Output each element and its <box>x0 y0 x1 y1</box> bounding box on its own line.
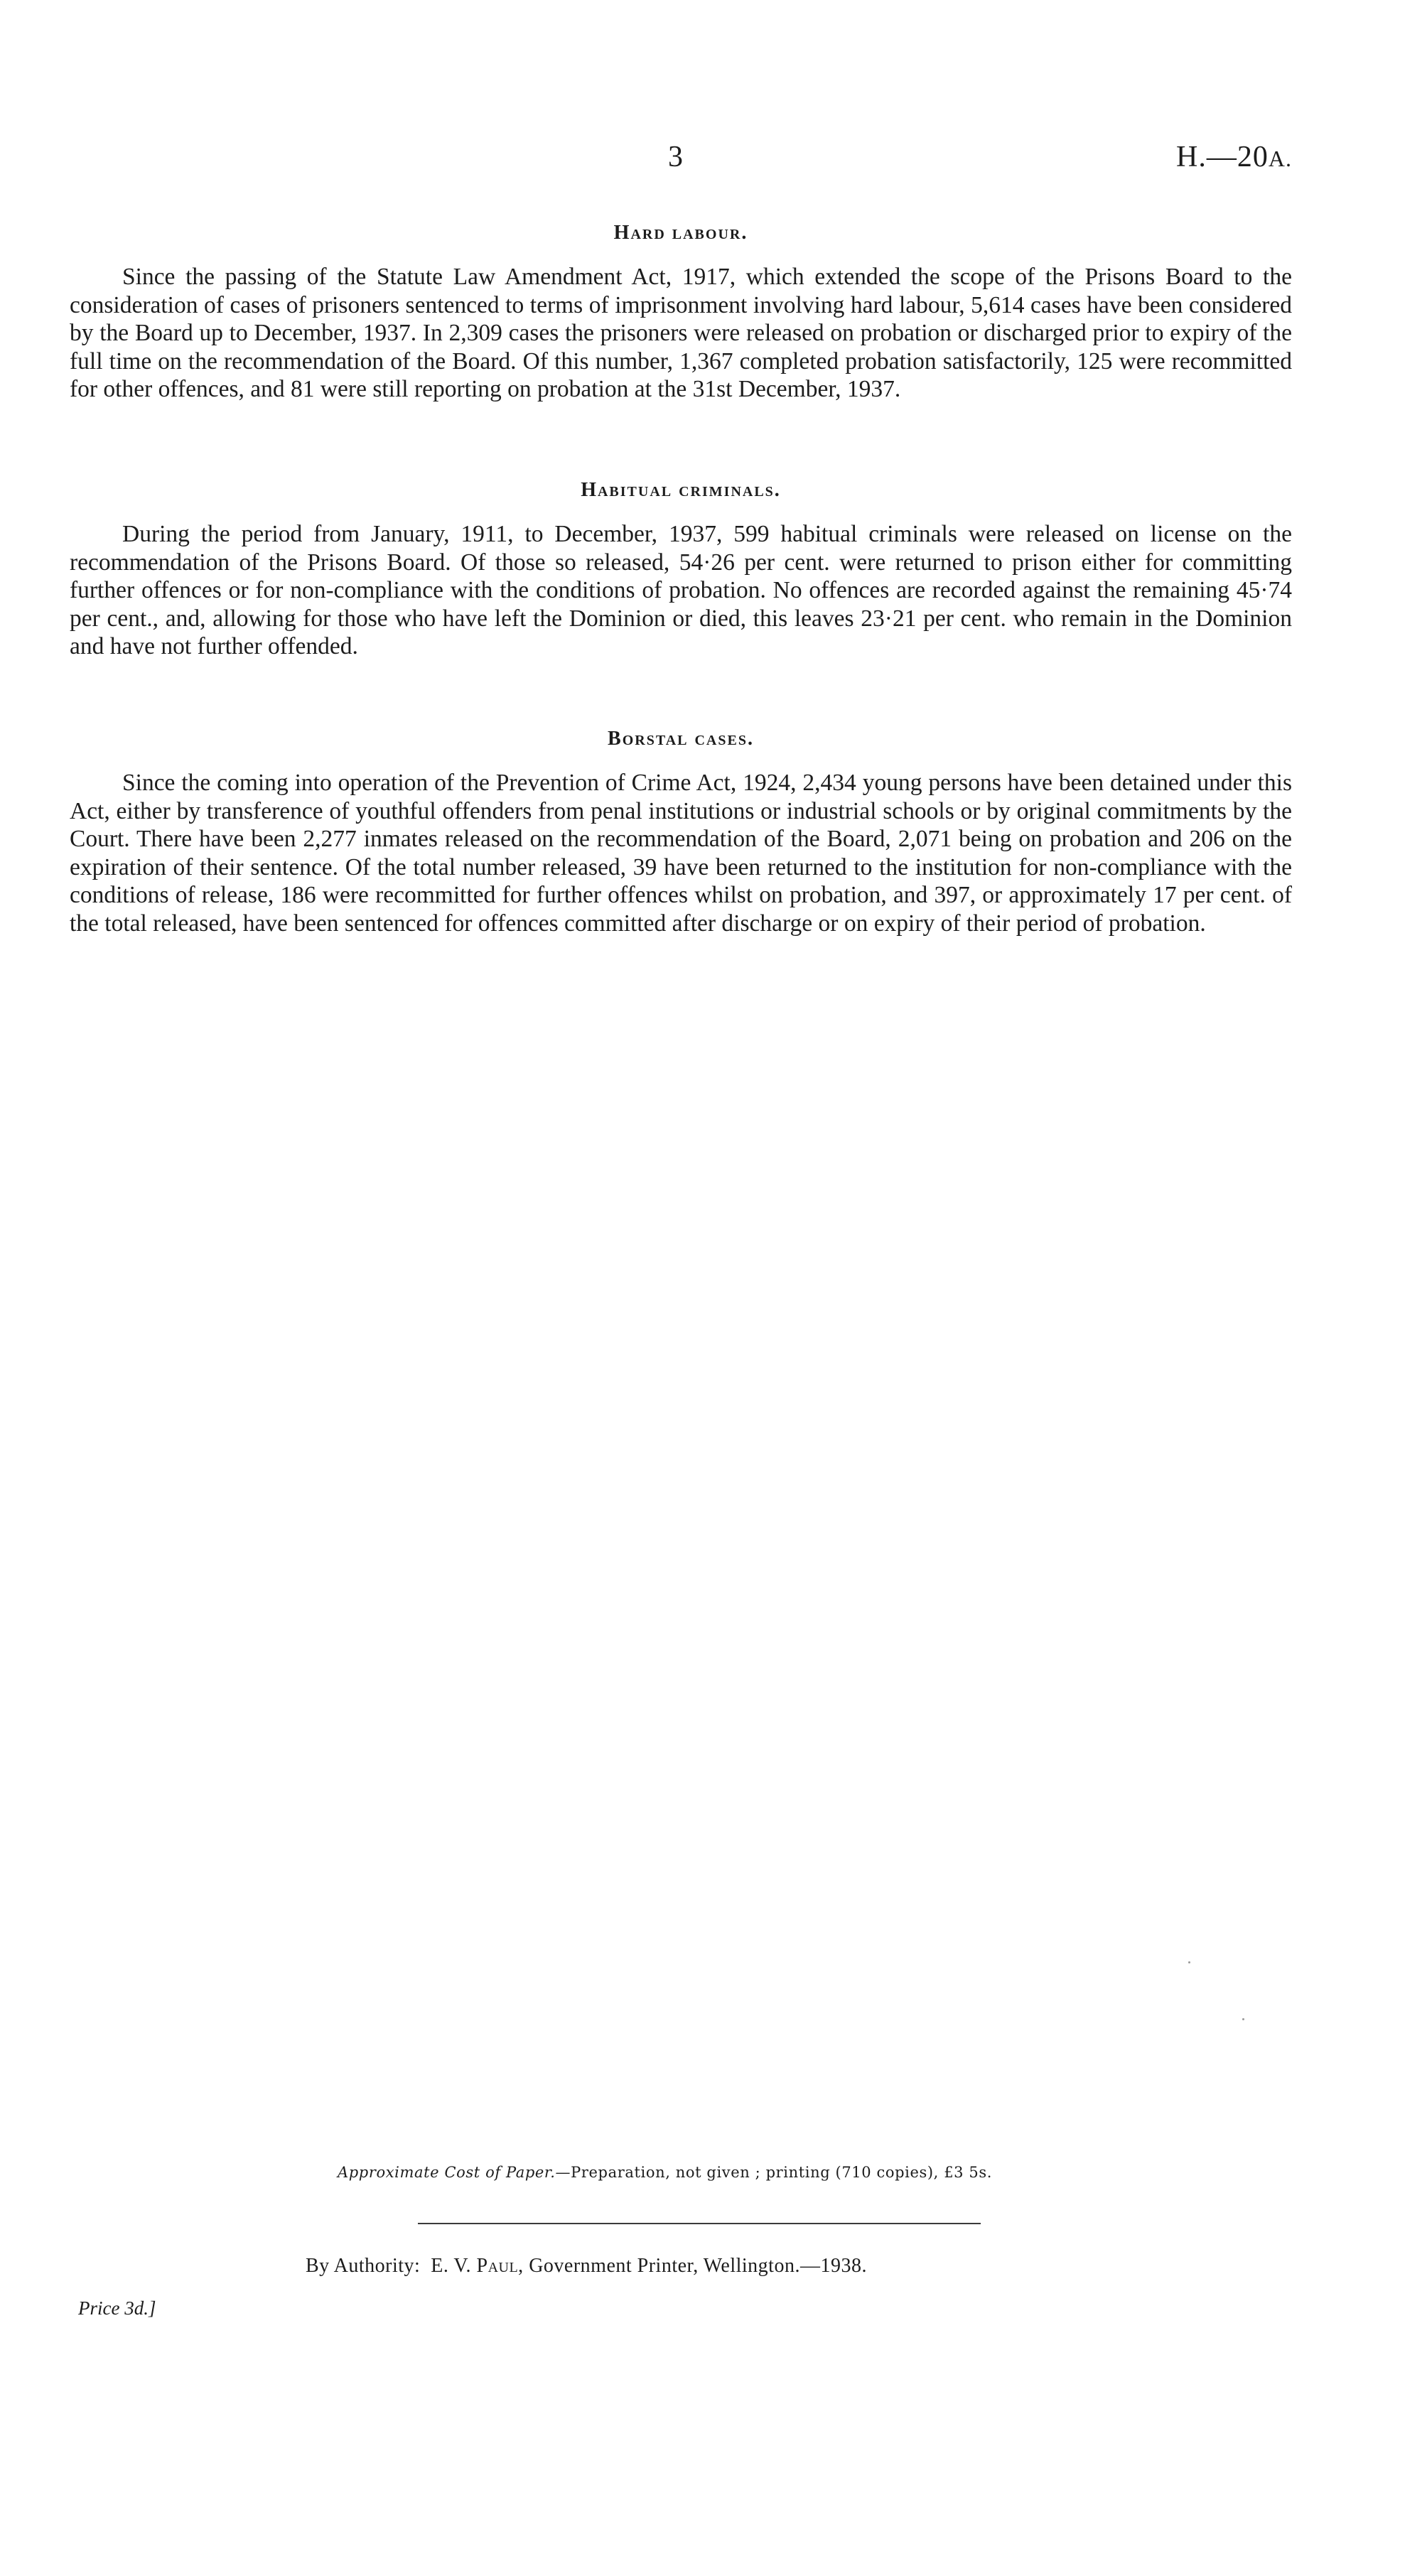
section-habitual-criminals <box>70 480 1292 661</box>
page-number: 3 <box>668 141 683 173</box>
document-reference-main: H.—20 <box>1176 141 1269 173</box>
footer-divider <box>418 2223 981 2224</box>
cost-of-paper-note <box>338 2164 992 2181</box>
paragraph-habitual-criminals: During the period from January, 1911, to December, 1937, 599 habitual criminals were released on license on the recommendation of the Prisons Board. Of those so released, 54·26 per cent. were returned to prison either for committing further offences or for non-compliance with the conditions of probation. No offences are recorded against the remaining 45·74 per cent., and, allowing for those who have left the Dominion or died, this leaves 23·21 per cent. who remain in the Dominion and have not further offended. <box>70 521 1292 659</box>
paragraph-borstal-cases: Since the coming into operation of the Prevention of Crime Act, 1924, 2,434 young persons have been detained under this Act, either by transference of youthful offenders from penal institutions or industrial schools or by original commitments by the Court. There have been 2,277 inmates released on the recommendation of the Board, 2,071 being on probation and 206 on the expiration of their sentence. Of the total number released, 39 have been returned to the institution for non-compliance with the conditions of release, 186 were recommitted for further offences whilst on probation, and 397, or approximately 17 per cent. of the total released, have been sentenced for offences committed after discharge or on expiry of their period of probation. <box>70 770 1292 937</box>
speck-mark <box>1188 1961 1190 1963</box>
document-reference-suffix: A. <box>1268 146 1292 171</box>
section-hard-labour <box>70 223 1292 404</box>
section-heading-borstal-cases: Borstal cases. <box>608 728 754 750</box>
imprint-suffix: Government Printer, Wellington.—1938. <box>529 2255 867 2277</box>
speck-mark <box>1242 2018 1244 2020</box>
price-note: Price 3d.] <box>78 2297 156 2319</box>
section-borstal-cases <box>70 729 1292 937</box>
section-heading-habitual-criminals: Habitual criminals. <box>581 479 781 501</box>
cost-of-paper-label: Approximate Cost of Paper. <box>338 2164 556 2181</box>
paragraph-hard-labour: Since the passing of the Statute Law Amendment Act, 1917, which extended the scope of the Prisons Board to the consideration of cases of prisoners sentenced to terms of imprisonment involving hard labour, 5,614 cases have been considered by the Board up to December, 1937. In 2,309 cases the prisoners were released on probation or discharged prior to expiry of the full time on the recommendation of the Board. Of this number, 1,367 completed probation satisfactorily, 125 were recommitted for other offences, and 81 were still reporting on probation at the 31st December, 1937. <box>70 264 1292 402</box>
imprint-prefix: By Authority: <box>306 2255 421 2277</box>
cost-of-paper-text: —Preparation, not given ; printing (710 copies), £3 5s. <box>555 2164 993 2181</box>
section-heading-hard-labour: Hard labour. <box>613 222 748 244</box>
document-reference <box>1176 142 1292 172</box>
printer-imprint <box>306 2255 867 2278</box>
imprint-printer-name: E. V. Paul, <box>431 2255 524 2277</box>
